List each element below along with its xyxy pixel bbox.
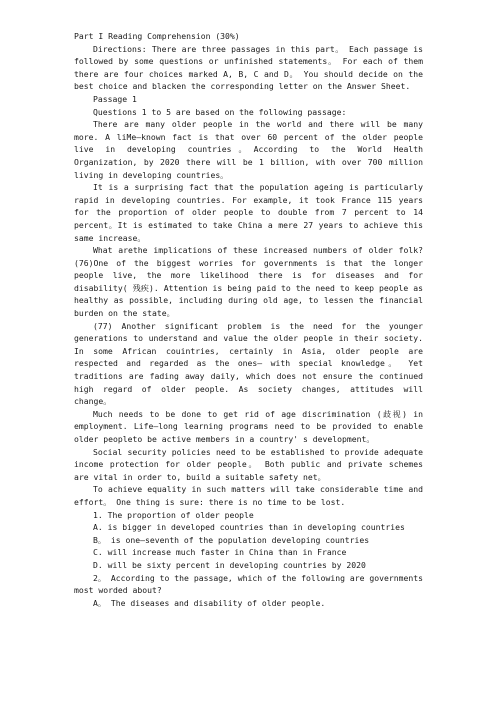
passage-paragraph: Social security policies need to be established to provide adequate income protection for older people。 Both public and private schemes are vital in order to, build a suitable safety net。 <box>74 446 423 482</box>
passage-paragraph: What arethe implications of these increased numbers of older folk? (76)One of the biggest worries for governments is that the longer people live, the more likelihood there is for diseases and for disability( 残疾). Attention is being paid to the need to keep people as healthy as possible, including during old age, to lessen the financial burden on the state。 <box>74 245 423 319</box>
passage-paragraph: To achieve equality in such matters will take considerable time and effort。 One thing is sure: there is no time to be lost. <box>74 484 423 507</box>
section-heading: Part I Reading Comprehension (30%) <box>74 31 240 41</box>
question-2-stem: 2。 According to the passage, which of the following are governments most worded about? <box>74 572 423 596</box>
question-1-option-a: A. is bigger in developed countries than in developing countries <box>93 522 405 533</box>
passage-paragraph: There are many older people in the world and there will be many more. A liMe—known fact is that over 60 percent of the older people live in developing countries。According to the World Health Organization, by 2020 there will be 1 billion, with over 700 million living in developing countries。 <box>74 119 423 180</box>
passage-title: Passage 1 <box>93 93 137 104</box>
document-page <box>74 30 423 609</box>
question-1-option-d: D. will be sixty percent in developing countries by 2020 <box>93 559 366 570</box>
directions-text: Directions: There are three passages in this part。 Each passage is followed by some questions or unfinished statements。 For each of them there are four choices marked A, B, C and D。 You should decide on the best choice and blacken the corresponding letter on the Answer Sheet. <box>74 43 423 92</box>
question-1-option-c: C. will increase much faster in China than in France <box>93 547 347 558</box>
passage-intro: Questions 1 to 5 are based on the following passage: <box>93 106 347 117</box>
passage-paragraph: It is a surprising fact that the population ageing is particularly rapid in developing countries. For example, it took France 115 years for the proportion of older people to double from 7 percent to 14 percent。It is estimated to take China a mere 27 years to achieve this same increase。 <box>74 182 423 243</box>
question-2-option-a: A。 The diseases and disability of older people. <box>93 597 326 608</box>
question-1-option-b: B。 is one—seventh of the population developing countries <box>93 534 370 545</box>
question-1-stem: 1. The proportion of older people <box>93 509 254 520</box>
passage-paragraph: Much needs to be done to get rid of age discrimination (歧视) in employment. Life—long learning programs need to be provided to enable older peopleto be active members in a country' s development。 <box>74 408 423 444</box>
passage-paragraph: (77) Another significant problem is the need for the younger generations to understand and value the older people in their society. In some African couintries, certainly in Asia, older people are respected and regarded as the ones— with special knowledge。 Yet traditions are fading away daily, which does not ensure the continued high regard of older people. As society changes, attitudes will change。 <box>74 320 423 407</box>
